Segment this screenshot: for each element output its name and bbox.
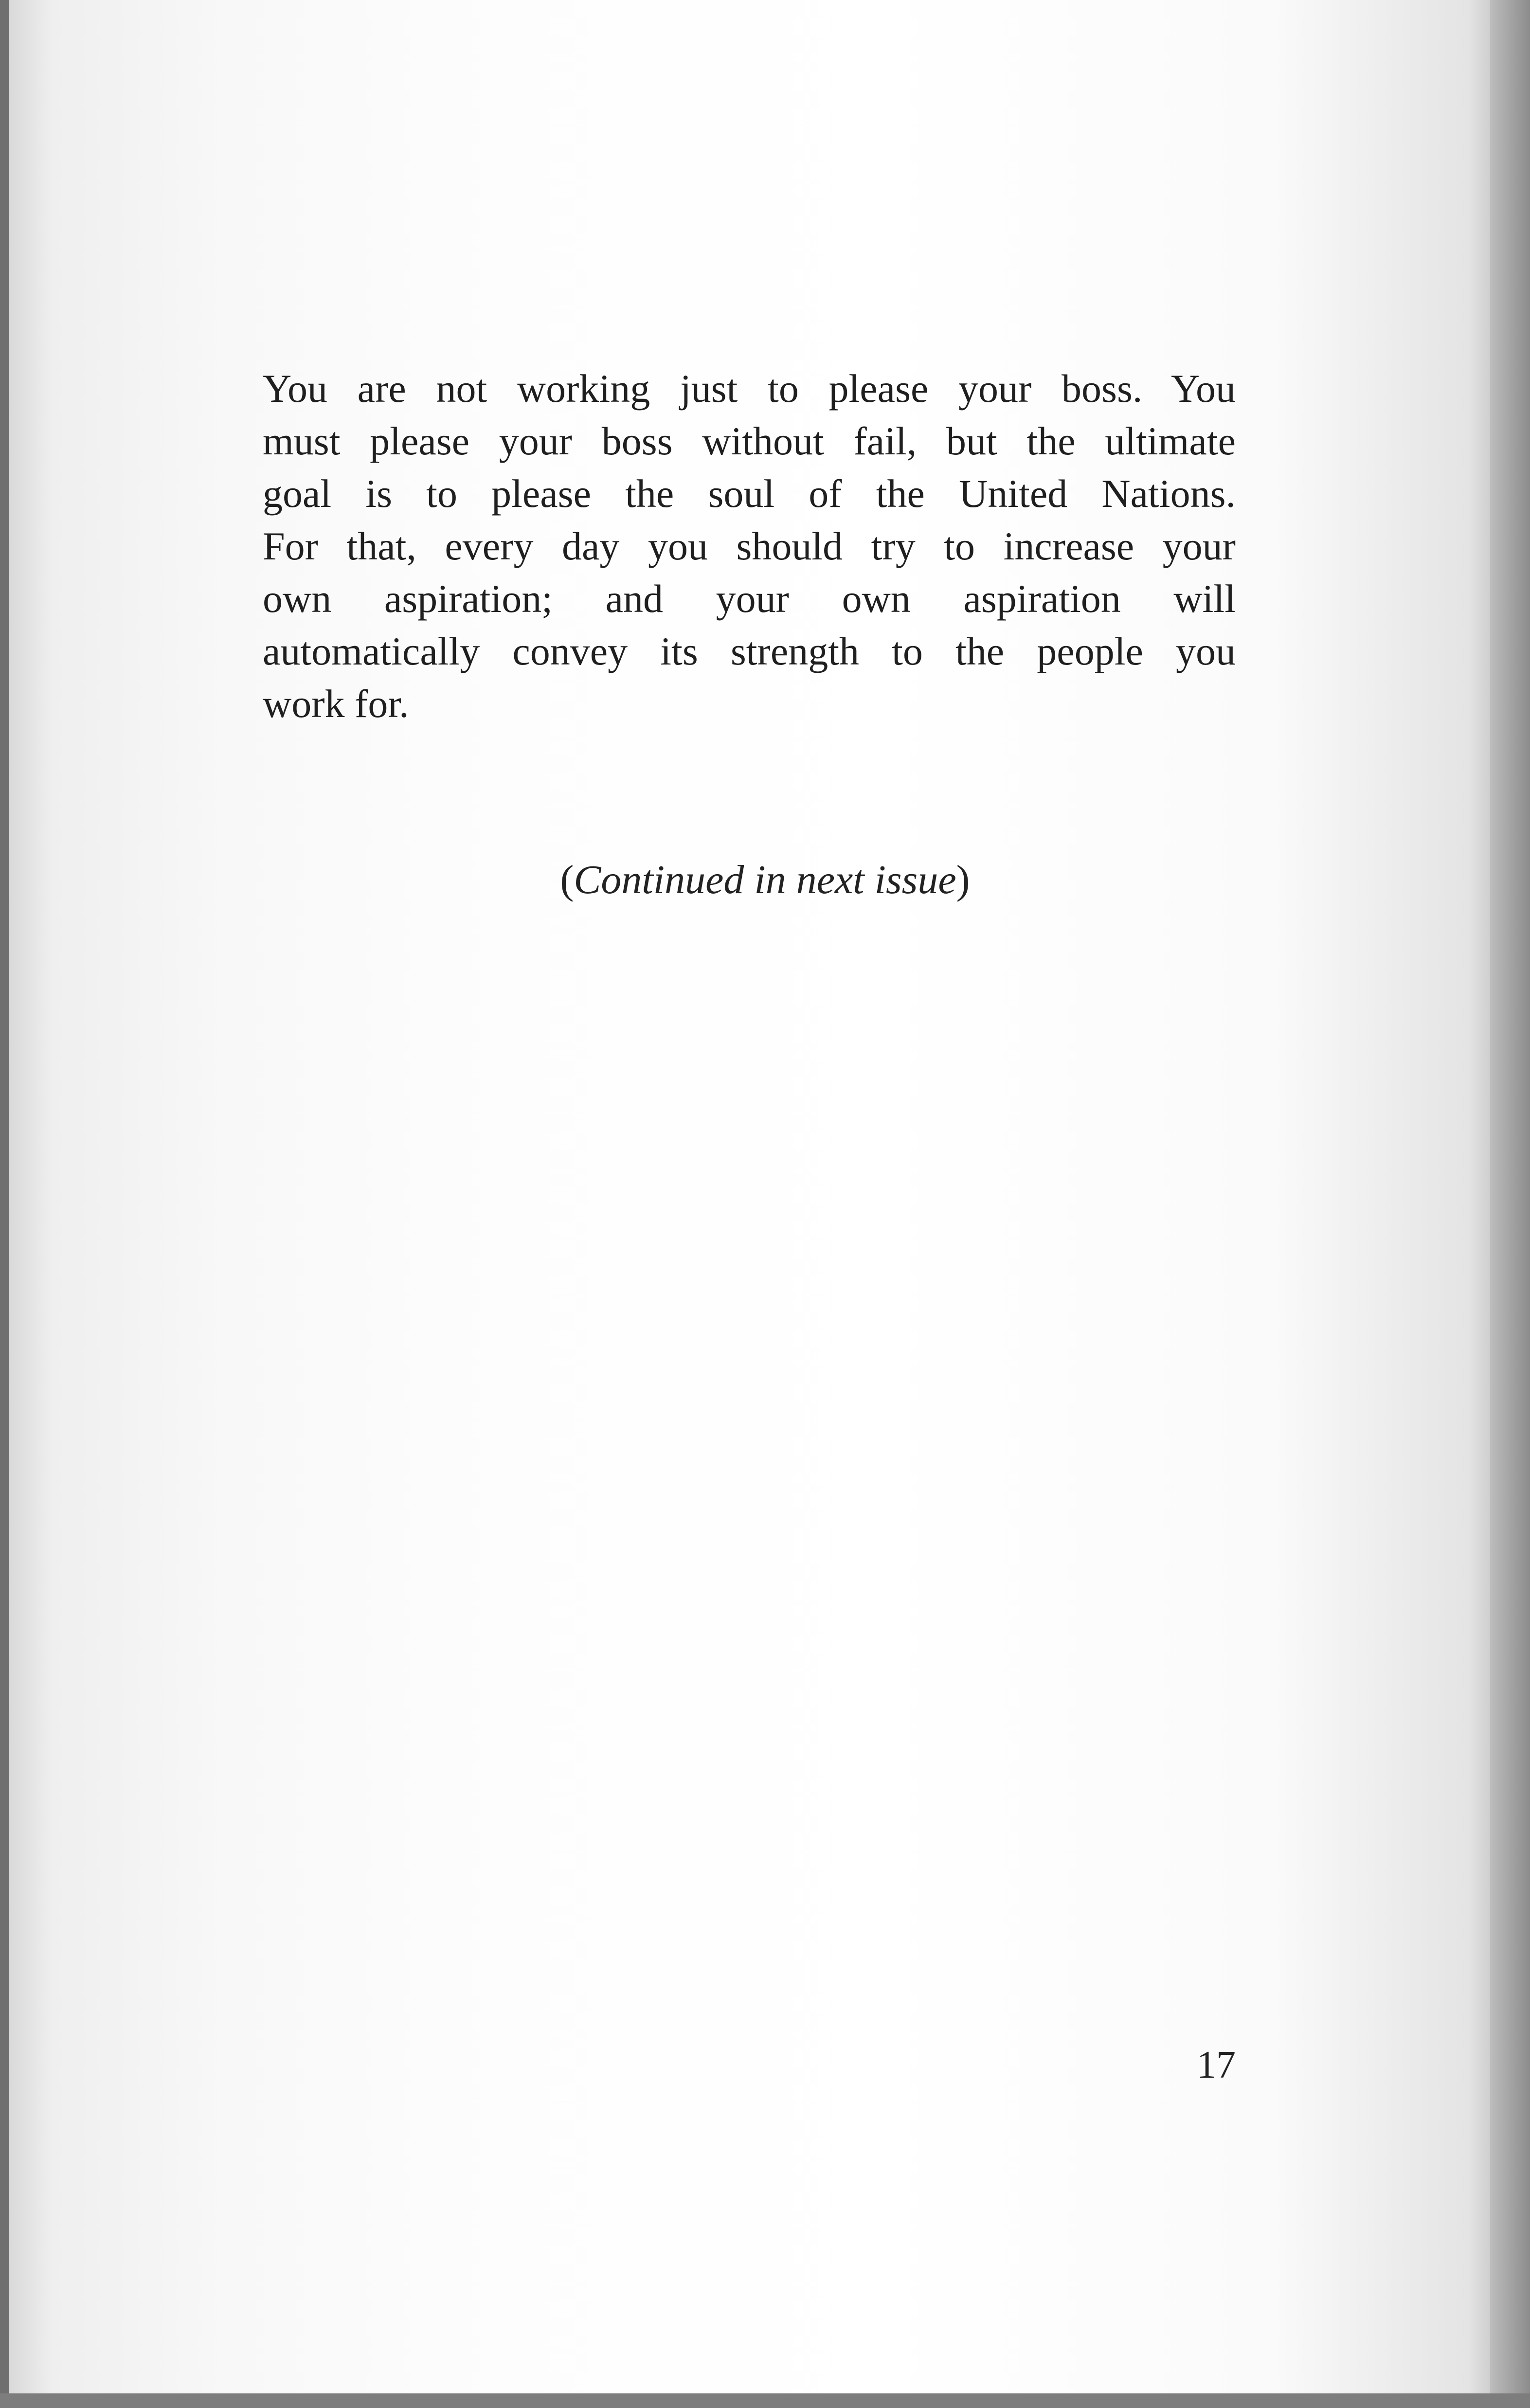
body-line: own aspiration; and your own aspiration will bbox=[263, 576, 1236, 621]
scan-edge-bottom bbox=[0, 2393, 1530, 2408]
body-line: work for. bbox=[263, 682, 409, 726]
scan-edge-left bbox=[0, 0, 9, 2408]
continued-notice bbox=[0, 856, 1530, 903]
body-line: goal is to please the soul of the United Nations. bbox=[263, 471, 1236, 516]
body-line: automatically convey its strength to the people you bbox=[263, 629, 1236, 673]
continued-close-paren: ) bbox=[956, 857, 970, 902]
body-paragraph bbox=[263, 362, 1236, 730]
page-surface bbox=[9, 0, 1490, 2393]
scan-edge-right bbox=[1490, 0, 1530, 2408]
body-line: must please your boss without fail, but the ultimate bbox=[263, 419, 1236, 463]
continued-open-paren: ( bbox=[560, 857, 574, 902]
page-number: 17 bbox=[1197, 2044, 1236, 2086]
continued-text: Continued in next issue bbox=[574, 857, 956, 902]
body-line: For that, every day you should try to increase your bbox=[263, 524, 1236, 568]
body-line: You are not working just to please your boss. You bbox=[263, 366, 1236, 411]
